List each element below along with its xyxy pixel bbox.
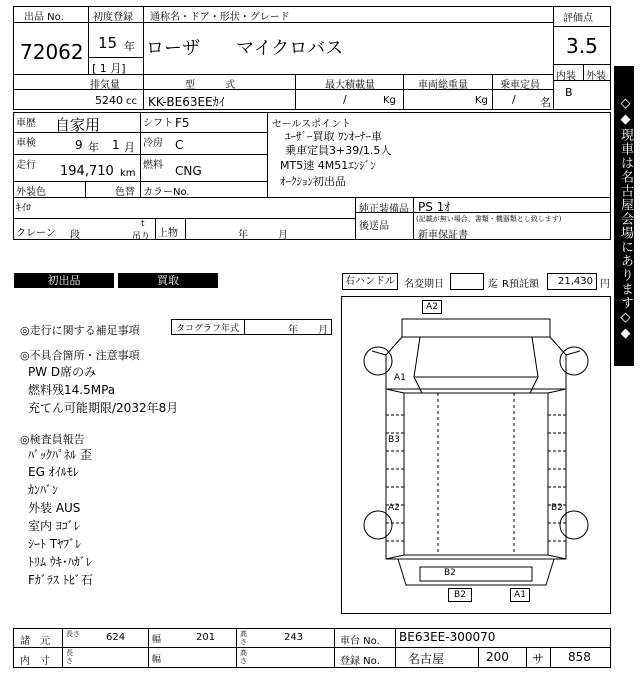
registration-kana: サ (532, 652, 545, 666)
driving-notes-title: ◎走行に関する補足事項 (20, 324, 140, 337)
equipment-label: 純正装備品 (359, 204, 409, 215)
post-docs-note: (記載が無い場合、書類・機器類とし致します) (416, 215, 562, 223)
mileage-unit: km (120, 168, 136, 179)
color-no-label: カラーNo. (143, 187, 190, 198)
length-label: 長さ (66, 630, 80, 638)
bus-outline-svg (342, 297, 610, 613)
max-load-label: 最大積載量 (325, 80, 375, 91)
color-change-label: 色替 (115, 187, 135, 198)
interior-height-label: 高さ (240, 649, 247, 665)
first-listing-badge: 初出品 (14, 273, 114, 288)
interior-length-label: 長さ (66, 649, 73, 665)
location-banner: ◇◆現車は名古屋会場にあります◇◆ (614, 66, 634, 366)
defect-1: PW D席のみ (28, 365, 97, 379)
damage-mark-left-side: B3 (388, 435, 400, 445)
ext-color: ｷｲﾛ (16, 203, 31, 214)
tachograph-month: 月 (318, 325, 328, 336)
interior-dims-label: 内 寸 (20, 656, 50, 667)
sales-point-4: ｵｰｸｼｮﾝ初出品 (280, 175, 346, 188)
dimensions-label: 諸 元 (20, 636, 50, 647)
damage-mark-front: A2 (422, 300, 442, 314)
displacement-unit: cc (126, 96, 137, 107)
displacement-label: 排気量 (90, 80, 120, 91)
max-load-unit: Kg (383, 95, 396, 106)
shift-label: シフト (143, 118, 173, 129)
lot-label: 出品 No. (24, 12, 64, 23)
damage-diagram (341, 296, 611, 614)
fuel: CNG (175, 164, 202, 178)
tachograph-label: タコグラフ年式 (176, 324, 240, 334)
post-docs-value: 新車保証書 (418, 230, 468, 241)
chassis-number: BE63EE-300070 (399, 630, 496, 644)
damage-mark-bumper: B2 (448, 588, 472, 602)
chassis-label: 車台 No. (340, 636, 380, 647)
history: 自家用 (55, 116, 101, 134)
damage-mark-rear: B2 (444, 568, 456, 578)
height-value: 243 (284, 632, 304, 643)
sales-point-2: 乗車定員3+39/1.5人 (285, 144, 392, 157)
upper-month: 月 (278, 230, 288, 241)
damage-mark-rear-right: B2 (551, 503, 563, 513)
inspection-month-unit: 月 (124, 141, 135, 154)
damage-mark-bumper-right: A1 (510, 588, 530, 602)
recycle-amount: 21,430 (547, 273, 597, 290)
inspector-item-7: ﾄﾘﾑ ｳｷ･ﾊｶﾞﾚ (28, 555, 92, 569)
inspector-item-1: ﾊﾞｯｸﾊﾟﾈﾙ 歪 (28, 448, 92, 462)
displacement: 5240 (95, 94, 123, 107)
crane-t: t (141, 219, 145, 229)
footer-frame (13, 628, 611, 668)
crane-label: クレーン (16, 228, 56, 239)
inspector-item-6: ｼｰﾄ Tﾔﾌﾞﾚ (28, 537, 82, 551)
reg-month: [ 1 月] (92, 62, 126, 75)
upper-year: 年 (238, 230, 248, 241)
registration-region: 名古屋 (408, 652, 445, 666)
interior-grade: B (565, 86, 573, 99)
inspection-month: 1 (112, 138, 120, 152)
shift: F5 (175, 116, 190, 130)
ext-color-label: 外装色 (16, 187, 46, 198)
model-code: KK-BE63EEｶｲ (148, 95, 225, 109)
registration-number: 858 (568, 650, 591, 664)
gross-weight-label: 車両総重量 (418, 80, 468, 91)
gross-weight-unit: Kg (475, 95, 488, 106)
name-change-label: 名変期日 (404, 279, 444, 290)
height-label: 高さ (240, 630, 247, 646)
width-value: 201 (196, 632, 216, 643)
inspector-item-3: ｶﾝﾊﾞﾝ (28, 483, 59, 497)
damage-mark-rear-left: A2 (388, 503, 400, 513)
reg-year-unit: 年 (124, 40, 135, 53)
lot-number: 72062 (20, 40, 84, 64)
name-change-date-box (450, 273, 484, 290)
defect-2: 燃料残14.5MPa (28, 383, 116, 397)
right-hand-drive: 右ハンドル (342, 273, 398, 290)
car-name: ローザ マイクロバス (146, 38, 344, 59)
registration-label: 登録 No. (340, 656, 380, 667)
damage-mark-front-left: A1 (394, 373, 406, 383)
capacity-label: 乗車定員 (500, 80, 540, 91)
first-reg-label: 初度登録 (93, 12, 133, 23)
ac-label: 冷房 (143, 138, 163, 149)
inspector-item-8: Fｶﾞﾗｽ ﾄﾋﾞ石 (28, 573, 93, 587)
crane-tsuri: 吊り (132, 232, 151, 242)
mileage-label: 走行 (16, 160, 36, 171)
exterior-grade-label: 外装 (586, 71, 606, 82)
length-value: 624 (106, 632, 126, 643)
name-label: 通称名・ドア・形状・グレード (150, 12, 290, 23)
capacity-unit: 名 (540, 96, 551, 109)
inspector-item-5: 室内 ﾖｺﾞﾚ (28, 519, 80, 533)
purchase-badge: 買取 (118, 273, 218, 288)
score-value: 3.5 (566, 34, 598, 58)
interior-width-label: 幅 (152, 655, 162, 665)
inspector-item-4: 外装 AUS (28, 501, 81, 515)
recycle-label: R預託額 (502, 279, 539, 290)
width-label: 幅 (152, 635, 162, 645)
inspection-label: 車検 (16, 138, 36, 149)
sales-points-title: セールスポイント (272, 119, 352, 130)
capacity-slash: / (512, 93, 516, 106)
upper-label: 上物 (158, 228, 178, 239)
crane-dan: 段 (70, 230, 80, 241)
sales-point-3: MT5速 4M51ｴﾝｼﾞﾝ (280, 159, 376, 172)
defect-3: 充てん可能期限/2032年8月 (28, 401, 179, 415)
sales-point-1: ﾕｰｻﾞｰ買取 ﾜﾝｵｰﾅｰ車 (285, 130, 382, 143)
defects-title: ◎不具合箇所・注意事項 (20, 349, 140, 362)
fuel-label: 燃料 (143, 160, 163, 171)
equipment-value: PS 1ｵ (418, 200, 451, 214)
ac: C (175, 138, 184, 152)
inspector-item-2: EG ｵｲﾙﾓﾚ (28, 465, 79, 479)
score-label: 評価点 (563, 13, 593, 24)
post-docs-label: 後送品 (359, 221, 389, 232)
mileage: 194,710 (60, 164, 114, 179)
model-label: 型 式 (185, 80, 235, 91)
reg-year: 15 (98, 34, 118, 52)
interior-grade-label: 内装 (556, 71, 576, 82)
inspection-year: 9 (75, 138, 83, 152)
recycle-yen: 円 (600, 279, 610, 290)
tachograph-year: 年 (288, 325, 298, 336)
toll-label: 迄 (488, 279, 498, 290)
inspection-year-unit: 年 (88, 141, 99, 154)
history-label: 車歴 (16, 118, 36, 129)
max-load-slash: / (343, 93, 347, 106)
inspector-title: ◎検査員報告 (20, 433, 85, 446)
registration-class: 200 (486, 650, 509, 664)
